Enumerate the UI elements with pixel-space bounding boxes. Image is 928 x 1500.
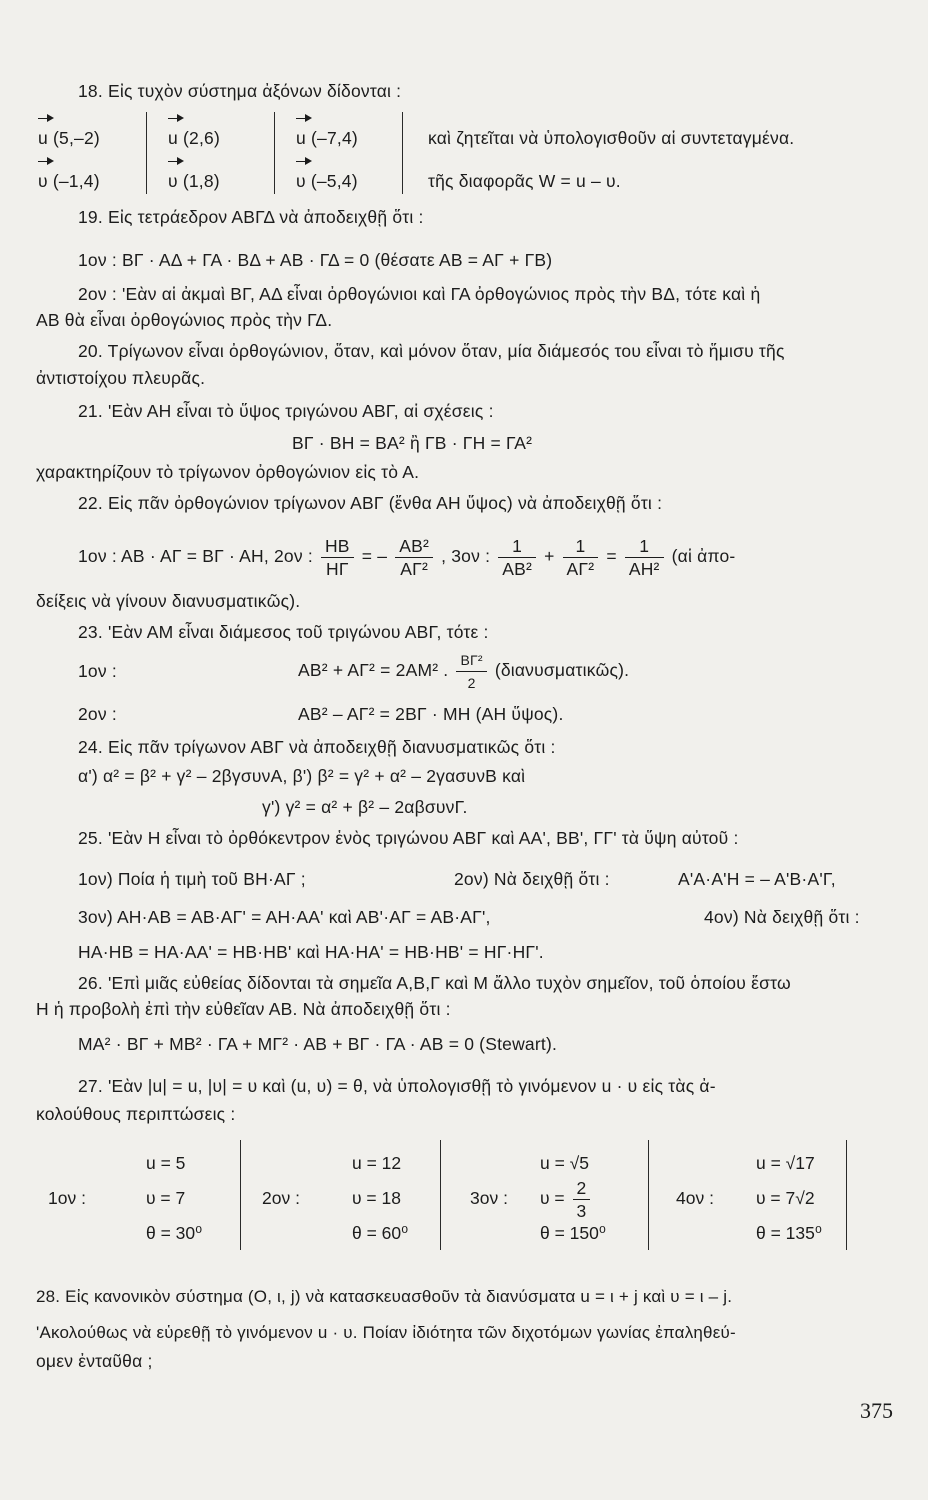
- column-divider: [274, 112, 275, 194]
- exercise-25-part4-eq: ΗΑ·ΗΒ = ΗΑ·ΑΑ' = ΗΒ·ΗΒ' καὶ ΗΑ·ΗΑ' = ΗΒ·ΗΒ' = ΗΓ·ΗΓ'.: [78, 942, 544, 962]
- exercise-26-line1: 26. 'Επὶ μιᾶς εὐθείας δίδονται τὰ σημεῖα Α,Β,Γ καὶ Μ ἄλλο τυχὸν σημεῖον, τοῦ ὁποίου ἔστω: [78, 973, 791, 993]
- fraction: $\frac{2}{3}$: [573, 1177, 591, 1222]
- exercise-25-part3: 3ον) ΑΗ·ΑΒ = ΑΒ·ΑΓ' = ΑΗ·ΑΑ' καὶ ΑΒ'·ΑΓ = ΑΒ·ΑΓ',: [78, 907, 491, 927]
- column-divider: [648, 1140, 649, 1250]
- vector-u-3: u (–7,4): [296, 128, 358, 148]
- vector-arrow-icon: [168, 164, 184, 165]
- case-2-theta: θ = 60⁰: [352, 1223, 409, 1243]
- exercise-21-tail: χαρακτηρίζουν τὸ τρίγωνον ὀρθογώνιον εἰς τὸ Α.: [36, 462, 420, 482]
- column-divider: [240, 1140, 241, 1250]
- exercise-25-part2: 2ον) Νὰ δειχθῇ ὅτι :: [454, 869, 610, 889]
- exercise-23-part2: ΑΒ² – ΑΓ² = 2ΒΓ · ΜΗ (ΑΗ ὕψος).: [298, 704, 564, 724]
- case-3-v: υ = $\frac{2}{3}$: [540, 1176, 593, 1222]
- fraction: $\frac{\text{ΒΓ²}}{2}$: [456, 649, 486, 694]
- vector-arrow-icon: [296, 121, 312, 122]
- vector-arrow-icon: [168, 121, 184, 122]
- case-2-label: 2ον :: [262, 1188, 300, 1208]
- exercise-18-task: καὶ ζητεῖται νὰ ὑπολογισθοῦν αἱ συντεταγμένα.: [428, 128, 795, 148]
- exercise-18-heading: 18. Εἰς τυχὸν σύστημα ἀξόνων δίδονται :: [78, 81, 402, 101]
- column-divider: [402, 112, 403, 194]
- exercise-20-line2: ἀντιστοίχου πλευρᾶς.: [36, 368, 206, 388]
- exercise-27-line1: 27. 'Εὰν |u| = u, |υ| = υ καὶ (u, υ) = θ, νὰ ὑπολογισθῇ τὸ γινόμενον u · υ εἰς τὰς ἀ-: [78, 1076, 716, 1096]
- case-4-v: υ = 7√2: [756, 1188, 815, 1208]
- vector-arrow-icon: [38, 164, 54, 165]
- case-2-v: υ = 18: [352, 1188, 401, 1208]
- case-2-u: u = 12: [352, 1153, 402, 1173]
- exercise-25-part2-eq: Α'Α·Α'Η = – Α'Β·Α'Γ,: [678, 869, 836, 889]
- exercise-23-heading: 23. 'Εὰν ΑΜ εἶναι διάμεσος τοῦ τριγώνου ΑΒΓ, τότε :: [78, 622, 489, 642]
- exercise-24-line1: α') α² = β² + γ² – 2βγσυνΑ, β') β² = γ² + α² – 2γασυνΒ καὶ: [78, 766, 526, 786]
- case-3-theta: θ = 150⁰: [540, 1223, 606, 1243]
- case-4-theta: θ = 135⁰: [756, 1223, 822, 1243]
- vector-arrow-icon: [296, 164, 312, 165]
- case-1-u: u = 5: [146, 1153, 186, 1173]
- vector-u-1: u (5,–2): [38, 128, 100, 148]
- case-1-v: υ = 7: [146, 1188, 186, 1208]
- case-4-u: u = √17: [756, 1153, 815, 1173]
- exercise-22-equations: 1ον : ΑΒ · ΑΓ = ΒΓ · ΑΗ, 2ον : $\frac{HB}{H\Gamma}$ = – $\frac{\text{ΑΒ²}}{\text{ΑΓ²}}$ , 3ον : $\frac{1}{\text{ΑΒ²}}$ + $\frac{1}{\text{ΑΓ²}}$ = $\frac{1}{\text{ΑΗ²}}$ (αἱ ἀπο-: [78, 535, 736, 579]
- exercise-24-line2: γ') γ² = α² + β² – 2αβσυνΓ.: [262, 797, 468, 817]
- vector-v-1: υ (–1,4): [38, 171, 100, 191]
- fraction: $\frac{1}{\text{ΑΗ²}}$: [625, 535, 664, 580]
- exercise-25-part1: 1ον) Ποία ἡ τιμὴ τοῦ ΒΗ·ΑΓ ;: [78, 869, 306, 889]
- exercise-20-line1: 20. Τρίγωνον εἶναι ὀρθογώνιον, ὅταν, καὶ μόνον ὅταν, μία διάμεσός του εἶναι τὸ ἥμισυ τῆς: [78, 341, 785, 361]
- vector-u-2: u (2,6): [168, 128, 220, 148]
- exercise-19-part1: 1ον : ΒΓ · ΑΔ + ΓΑ · ΒΔ + ΑΒ · ΓΔ = 0 (θέσατε ΑΒ = ΑΓ + ΓΒ): [78, 250, 553, 270]
- page-number: 375: [860, 1398, 893, 1423]
- exercise-28-line3: ομεν ἐνταῦθα ;: [36, 1351, 153, 1371]
- fraction: $\frac{HB}{H\Gamma}$: [321, 535, 354, 580]
- exercise-22-part1: 1ον : ΑΒ · ΑΓ = ΒΓ · ΑΗ, 2ον :: [78, 546, 313, 566]
- vector-v-3: υ (–5,4): [296, 171, 358, 191]
- fraction: $\frac{\text{ΑΒ²}}{\text{ΑΓ²}}$: [395, 535, 433, 580]
- exercise-25-part4: 4ον) Νὰ δειχθῇ ὅτι :: [704, 907, 860, 927]
- exercise-27-line2: κολούθους περιπτώσεις :: [36, 1104, 236, 1124]
- case-1-label: 1ον :: [48, 1188, 86, 1208]
- exercise-22-tail: δείξεις νὰ γίνουν διανυσματικῶς).: [36, 591, 301, 611]
- column-divider: [846, 1140, 847, 1250]
- case-4-label: 4ον :: [676, 1188, 714, 1208]
- vector-v-2: υ (1,8): [168, 171, 220, 191]
- vector-arrow-icon: [38, 121, 54, 122]
- column-divider: [146, 112, 147, 194]
- exercise-21-heading: 21. 'Εὰν ΑΗ εἶναι τὸ ὕψος τριγώνου ΑΒΓ, αἱ σχέσεις :: [78, 401, 494, 421]
- exercise-24-heading: 24. Εἰς πᾶν τρίγωνον ΑΒΓ νὰ ἀποδειχθῇ διανυσματικῶς ὅτι :: [78, 737, 556, 757]
- case-3-label: 3ον :: [470, 1188, 508, 1208]
- case-3-u: u = √5: [540, 1153, 590, 1173]
- exercise-23-part1-label: 1ον :: [78, 661, 117, 681]
- exercise-23-part2-label: 2ον :: [78, 704, 117, 724]
- exercise-19-part2-cont: ΑΒ θὰ εἶναι ὀρθογώνιος πρὸς τὴν ΓΔ.: [36, 310, 333, 330]
- fraction: $\frac{1}{\text{ΑΓ²}}$: [563, 535, 599, 580]
- exercise-21-equation: ΒΓ · ΒΗ = ΒΑ² ἢ ΓΒ · ΓΗ = ΓΑ²: [292, 433, 533, 453]
- exercise-28-line2: 'Ακολούθως νὰ εὑρεθῇ τὸ γινόμενον u · υ. Ποίαν ἰδιότητα τῶν διχοτόμων γωνίας ἐπαληθεύ-: [36, 1323, 736, 1342]
- exercise-22-heading: 22. Εἰς πᾶν ὀρθογώνιον τρίγωνον ΑΒΓ (ἔνθα ΑΗ ὕψος) νὰ ἀποδειχθῇ ὅτι :: [78, 493, 663, 513]
- exercise-26-equation: ΜΑ² · ΒΓ + ΜΒ² · ΓΑ + ΜΓ² · ΑΒ + ΒΓ · ΓΑ · ΑΒ = 0 (Stewart).: [78, 1034, 558, 1054]
- exercise-23-part1: ΑΒ² + ΑΓ² = 2ΑΜ² . $\frac{\text{ΒΓ²}}{2}$ (διανυσματικῶς).: [298, 646, 629, 694]
- column-divider: [440, 1140, 441, 1250]
- exercise-19-heading: 19. Εἰς τετράεδρον ΑΒΓΔ νὰ ἀποδειχθῇ ὅτι :: [78, 207, 424, 227]
- exercise-19-part2: 2ον : 'Εὰν αἱ ἀκμαὶ ΒΓ, ΑΔ εἶναι ὀρθογώνιοι καὶ ΓΑ ὀρθογώνιος πρὸς τὴν ΒΔ, τότε καὶ ἡ: [78, 284, 761, 304]
- exercise-28-line1: 28. Εἰς κανονικὸν σύστημα (Ο, ι, j) νὰ κατασκευασθοῦν τὰ διανύσματα u = ι + j καὶ υ = ι – j.: [36, 1287, 733, 1306]
- exercise-18-difference: τῆς διαφορᾶς W = u – υ.: [428, 171, 621, 191]
- fraction: $\frac{1}{\text{ΑΒ²}}$: [498, 535, 536, 580]
- exercise-26-line2: Η ἡ προβολὴ ἐπὶ τὴν εὐθεῖαν ΑΒ. Νὰ ἀποδειχθῇ ὅτι :: [36, 999, 451, 1019]
- case-1-theta: θ = 30⁰: [146, 1223, 203, 1243]
- exercise-25-heading: 25. 'Εὰν Η εἶναι τὸ ὀρθόκεντρον ἑνὸς τριγώνου ΑΒΓ καὶ ΑΑ', ΒΒ', ΓΓ' τὰ ὕψη αὐτοῦ :: [78, 828, 739, 848]
